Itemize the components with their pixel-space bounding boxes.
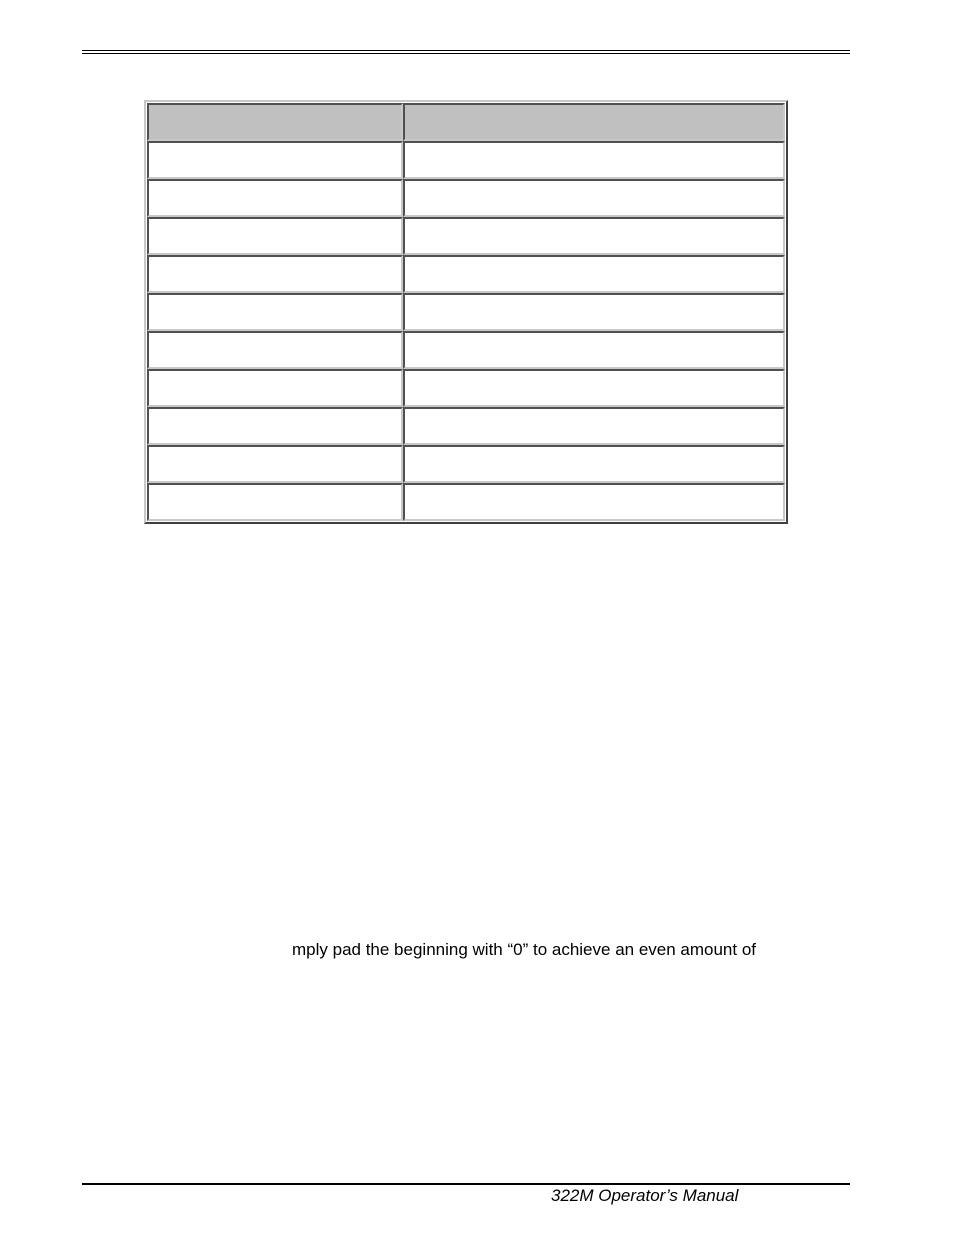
table-row — [147, 483, 785, 521]
table-row — [147, 141, 785, 179]
table-cell — [403, 255, 785, 293]
table-header-cell-2 — [403, 103, 785, 141]
table-row — [147, 255, 785, 293]
table-row — [147, 369, 785, 407]
table-cell — [403, 483, 785, 521]
table-row — [147, 445, 785, 483]
table-row — [147, 293, 785, 331]
header-rule-top — [82, 50, 850, 51]
table-cell — [147, 179, 403, 217]
table-cell — [147, 445, 403, 483]
table-cell — [147, 255, 403, 293]
table-cell — [147, 483, 403, 521]
table-cell — [147, 217, 403, 255]
table-cell — [147, 407, 403, 445]
table-cell — [403, 445, 785, 483]
table-row — [147, 179, 785, 217]
body-text-fragment: mply pad the beginning with “0” to achieve an even amount of — [292, 940, 757, 959]
table-cell — [403, 217, 785, 255]
table-cell — [403, 179, 785, 217]
table-cell — [403, 369, 785, 407]
data-table-frame — [144, 100, 788, 524]
table-row — [147, 217, 785, 255]
table-cell — [147, 293, 403, 331]
header-rule-bottom — [82, 53, 850, 54]
table-cell — [403, 293, 785, 331]
data-table — [147, 103, 785, 521]
table-cell — [403, 141, 785, 179]
table-cell — [403, 331, 785, 369]
table-cell — [147, 369, 403, 407]
footer-manual-title: 322M Operator’s Manual — [551, 1186, 739, 1205]
table-cell — [147, 331, 403, 369]
table-header-cell-1 — [147, 103, 403, 141]
table-cell — [403, 407, 785, 445]
table-header-row — [147, 103, 785, 141]
table-row — [147, 407, 785, 445]
table-row — [147, 331, 785, 369]
footer-rule — [82, 1183, 850, 1185]
table-cell — [147, 141, 403, 179]
